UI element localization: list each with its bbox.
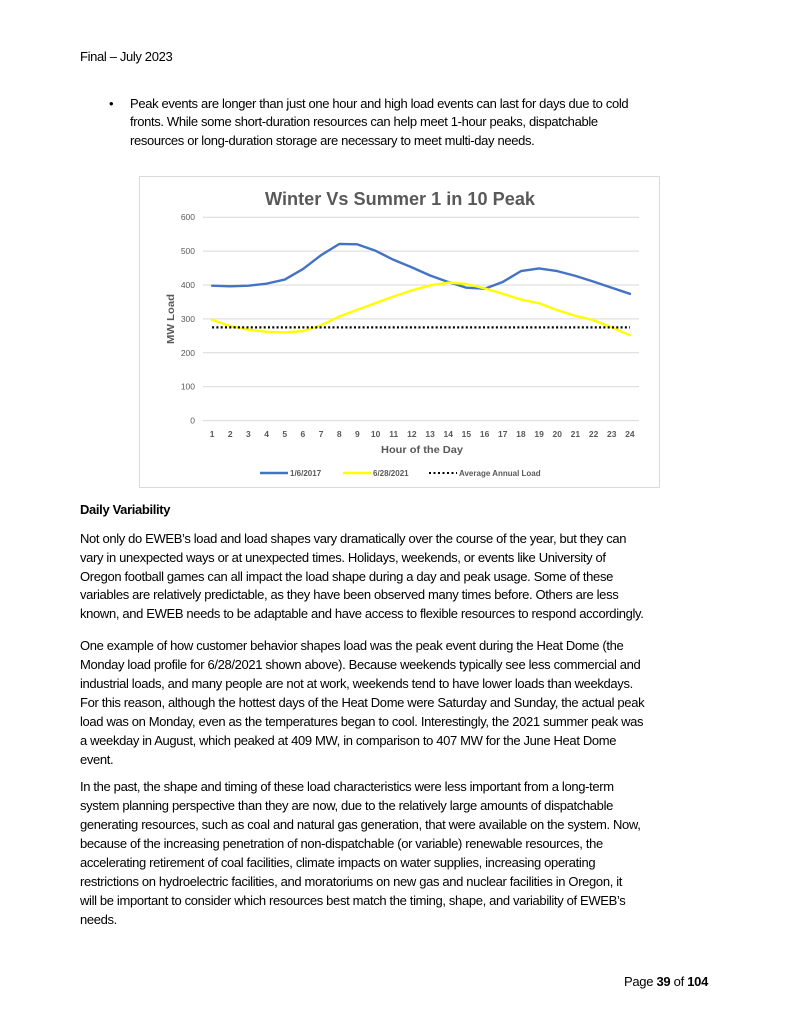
data-point [374, 301, 377, 304]
x-tick-label: 19 [534, 429, 544, 439]
data-point [501, 292, 504, 295]
running-header: Final – July 2023 [80, 49, 173, 64]
legend-label: 1/6/2017 [290, 469, 322, 478]
text-line: industrial loads, and many people are not at work, weekends tend to have lower loads than weekdays. [80, 675, 633, 691]
data-point [429, 326, 432, 329]
y-tick-label: 500 [180, 246, 195, 257]
x-axis-title: Hour of the Day [381, 444, 464, 456]
data-point [265, 330, 268, 333]
text-line: known, and EWEB needs to be adaptable and have access to flexible resources to respond accordingly. [80, 606, 644, 622]
text-line: Oregon football games can all impact the load shape during a day and peak usage. Some of these [80, 568, 613, 584]
text-line: a weekday in August, which peaked at 409 MW, in comparison to 407 MW for the June Heat Dome [80, 732, 617, 748]
y-tick-label: 300 [180, 313, 195, 324]
data-point [447, 281, 450, 284]
data-point [429, 274, 432, 277]
section-heading: Daily Variability [80, 502, 171, 517]
data-point [574, 326, 577, 329]
x-tick-label: 18 [516, 429, 526, 439]
data-point [301, 268, 304, 271]
data-point [265, 326, 268, 329]
text-line: load was on Monday, even as the temperatures began to cool. Interestingly, the 2021 summer peak was [80, 713, 644, 729]
text-line: because of the increasing penetration of non-dispatchable (or variable) renewable resources, the [80, 835, 603, 851]
text-line: will be important to consider which resources best match the timing, shape, and variability of EWEB’s [80, 893, 626, 909]
page-number: 39 [656, 974, 671, 989]
x-tick-label: 1 [209, 429, 215, 439]
x-tick-label: 6 [300, 429, 306, 439]
y-tick-label: 0 [190, 415, 195, 426]
body-paragraph [80, 636, 644, 769]
text-line: Peak events are longer than just one hour and high load events can last for days due to cold [130, 96, 629, 111]
data-point [301, 326, 304, 329]
text-line: variables are relatively predictable, as they have been observed many times before. Others are less [80, 587, 619, 603]
x-tick-label: 13 [425, 429, 435, 439]
data-point [247, 284, 250, 287]
text-line: accelerating retirement of coal facilities, climate impacts on water supplies, increasing operating [80, 854, 596, 870]
x-tick-label: 20 [552, 429, 562, 439]
text-line: fronts. While some short-duration resources can help meet 1-hour peaks, dispatchable [130, 114, 598, 130]
x-tick-label: 8 [336, 429, 342, 439]
data-point [211, 284, 214, 287]
data-point [501, 280, 504, 283]
data-point [483, 326, 486, 329]
data-point [592, 326, 595, 329]
data-point [447, 326, 450, 329]
data-point [519, 298, 522, 301]
data-point [338, 242, 341, 245]
x-tick-label: 3 [246, 429, 251, 439]
data-point [592, 319, 595, 322]
data-point [265, 282, 268, 285]
text-line: resources or long-duration storage are necessary to meet multi-day needs. [130, 132, 535, 148]
data-point [320, 254, 323, 257]
data-point [556, 309, 559, 312]
text-line: vary in unexpected ways or at unexpected times. Holidays, weekends, or events like University of [80, 549, 606, 565]
page-label: Page [623, 974, 654, 989]
x-tick-label: 23 [607, 429, 617, 439]
legend [260, 469, 541, 478]
load-chart [139, 176, 660, 488]
data-point [229, 326, 232, 329]
data-point [392, 326, 395, 329]
data-point [574, 274, 577, 277]
data-point [610, 286, 613, 289]
page-total: 104 [687, 974, 708, 989]
data-point [574, 314, 577, 317]
x-tick-label: 5 [282, 429, 288, 439]
x-tick-label: 2 [227, 429, 233, 439]
x-tick-label: 16 [479, 429, 490, 439]
bullet-item [130, 95, 628, 150]
data-point [519, 270, 522, 273]
x-tick-label: 9 [355, 429, 360, 439]
text-line: restrictions on hydroelectric facilities, and moratoriums on new gas and nuclear facilities in Oregon, it [80, 873, 623, 889]
data-point [283, 278, 286, 281]
x-tick-label: 22 [588, 429, 599, 439]
text-line: system planning perspective than they are now, due to the relatively large amounts of dispatchable [80, 797, 613, 813]
data-point [283, 326, 286, 329]
data-point [392, 258, 395, 261]
data-point [519, 326, 522, 329]
text-line: Monday load profile for 6/28/2021 shown above). Because weekends typically see less commercial and [80, 656, 641, 672]
text-line: generating resources, such as coal and natural gas generation, that were available on the system. Now, [80, 816, 641, 832]
data-point [628, 326, 631, 329]
data-point [356, 243, 359, 246]
text-line: For this reason, although the hottest days of the Heat Dome were Saturday and Sunday, the actual peak [80, 694, 645, 710]
x-tick-label: 24 [625, 429, 635, 439]
x-tick-label: 7 [318, 429, 324, 439]
text-line: Not only do EWEB’s load and load shapes vary dramatically over the course of the year, but they can [80, 531, 627, 546]
data-point [410, 289, 413, 292]
x-tick-label: 15 [461, 429, 472, 439]
data-point [610, 326, 613, 329]
x-tick-label: 14 [443, 429, 453, 439]
chart-frame [140, 177, 660, 488]
data-point [410, 266, 413, 269]
data-point [628, 334, 631, 337]
data-point [338, 315, 341, 318]
data-point [338, 326, 341, 329]
x-tick-label: 12 [407, 429, 417, 439]
page-of-label: of [673, 974, 684, 989]
data-point [247, 326, 250, 329]
data-point [483, 287, 486, 290]
x-tick-label: 21 [570, 429, 581, 439]
data-point [392, 295, 395, 298]
text-line: event. [80, 751, 114, 767]
data-point [501, 326, 504, 329]
y-axis-title: MW Load [165, 297, 177, 344]
body-paragraph [80, 530, 643, 624]
data-point [429, 284, 432, 287]
data-point [465, 282, 468, 285]
page-footer [624, 972, 708, 991]
data-point [283, 331, 286, 334]
data-point [538, 267, 541, 270]
data-point [592, 280, 595, 283]
text-line: In the past, the shape and timing of these load characteristics were less important from a long-term [80, 778, 614, 794]
y-tick-label: 200 [180, 347, 195, 358]
data-point [356, 326, 359, 329]
data-point [374, 249, 377, 252]
y-tick-label: 100 [180, 381, 195, 392]
data-point [556, 270, 559, 273]
data-point [229, 285, 232, 288]
data-point [628, 292, 631, 295]
x-tick-label: 4 [264, 429, 269, 439]
text-line: One example of how customer behavior shapes load was the peak event during the Heat Dome (the [80, 637, 624, 653]
bullet-marker: • [109, 96, 114, 111]
data-point [301, 330, 304, 333]
data-point [556, 326, 559, 329]
data-point [211, 318, 214, 321]
x-tick-label: 11 [389, 429, 399, 439]
data-point [410, 326, 413, 329]
legend-label: Average Annual Load [459, 469, 541, 478]
body-paragraph [80, 777, 641, 930]
text-line: needs. [80, 912, 117, 928]
data-point [465, 286, 468, 289]
x-tick-label: 10 [370, 429, 381, 439]
x-tick-label: 17 [498, 429, 508, 439]
chart-title: Winter Vs Summer 1 in 10 Peak [265, 189, 536, 209]
data-point [538, 302, 541, 305]
y-tick-label: 400 [180, 280, 195, 290]
data-point [465, 326, 468, 329]
legend-label: 6/28/2021 [373, 469, 409, 478]
data-point [538, 326, 541, 329]
data-point [211, 326, 214, 329]
y-tick-label: 600 [180, 212, 195, 223]
data-point [356, 308, 359, 311]
data-point [374, 326, 377, 329]
data-point [320, 326, 323, 329]
